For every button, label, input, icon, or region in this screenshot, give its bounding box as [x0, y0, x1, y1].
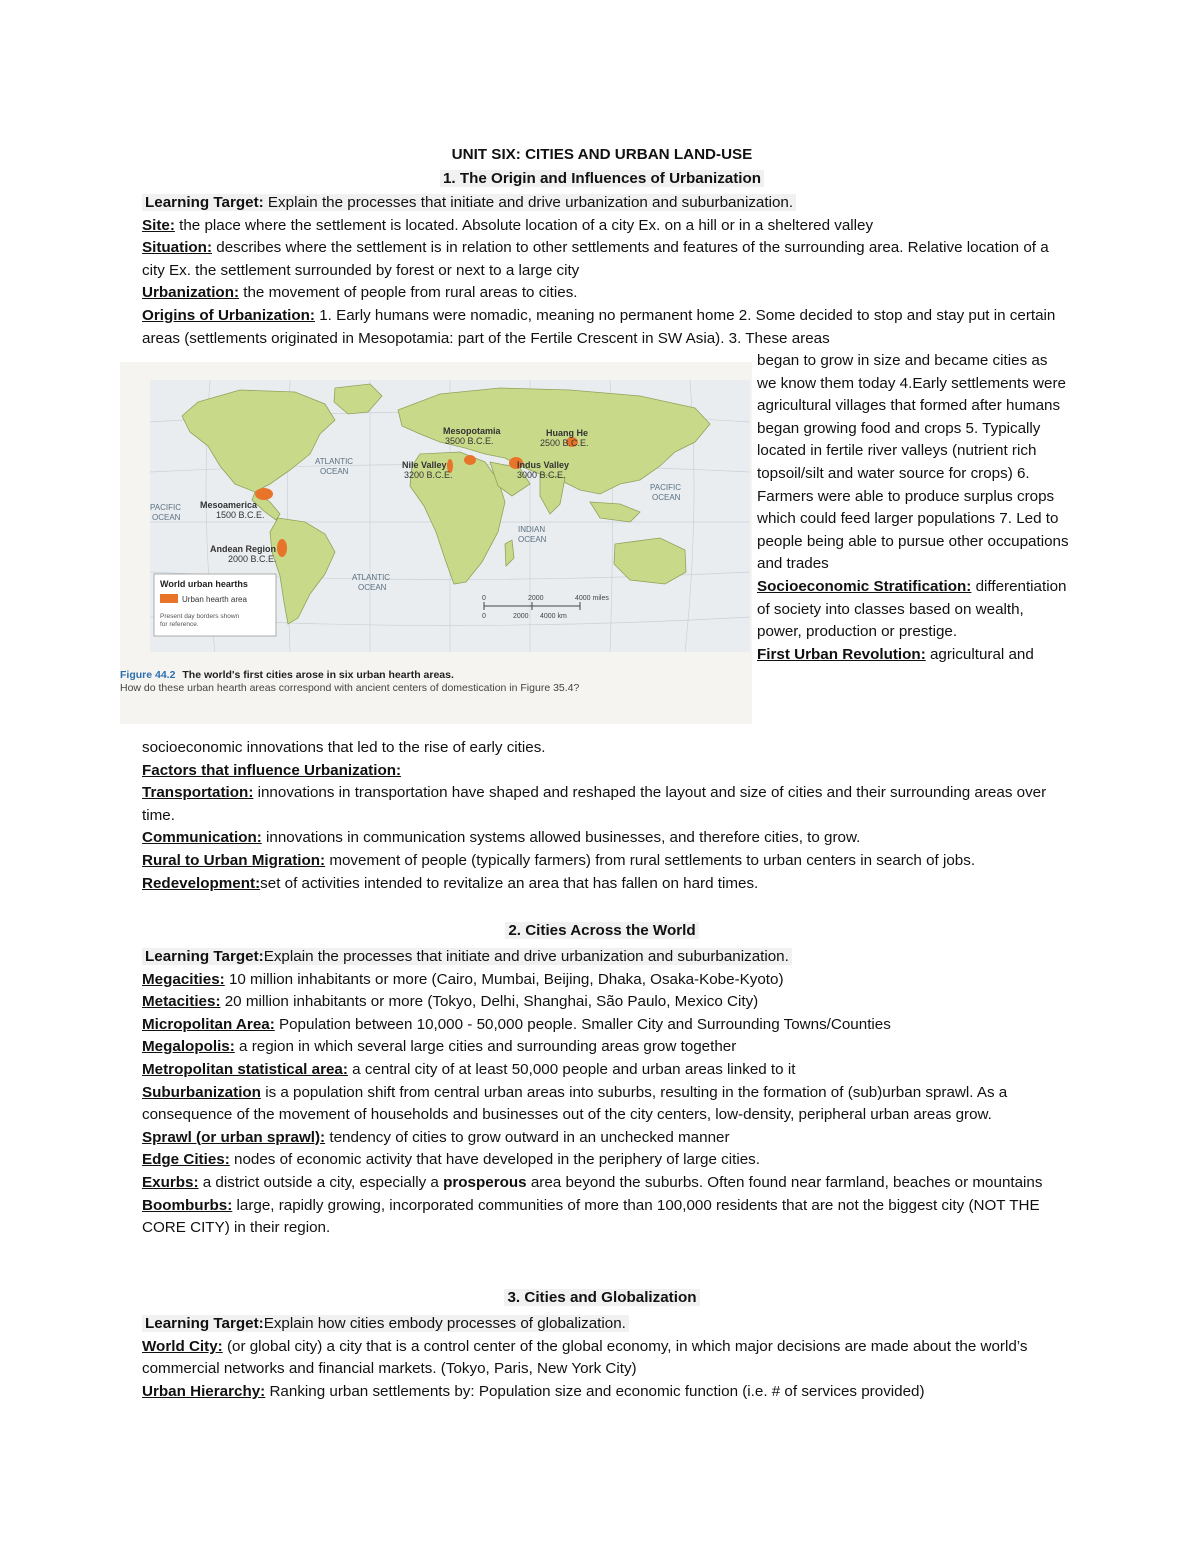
- def-origins-text: 1. Early humans were nomadic, meaning no permanent home 2. Some decided to stop and stay put in certain areas (settlements originated in Mesopotamia: part of the Fertile Crescent in SW Asia). 3. These areas: [142, 306, 1056, 347]
- label-nile-date: 3200 B.C.E.: [404, 470, 453, 480]
- scale-4000-km: 4000 km: [540, 613, 567, 620]
- def-first-urban-revolution-text: agricultural and: [925, 645, 1034, 663]
- hearth-mesopotamia: [464, 455, 476, 465]
- def-exurbs: [142, 1172, 1062, 1195]
- legend-note-2: for reference.: [160, 621, 199, 628]
- def-origins: [142, 305, 1062, 350]
- scale-zero-mi: 0: [482, 595, 486, 602]
- term-suburbanization: Suburbanization: [142, 1083, 261, 1101]
- figure-caption: [120, 669, 752, 721]
- term-megacities: Megacities:: [142, 970, 225, 988]
- section-2-heading-text: 2. Cities Across the World: [505, 922, 698, 939]
- caption-number: Figure 44.2: [120, 669, 176, 681]
- label-indian: INDIAN: [518, 525, 546, 534]
- term-boomburbs: Boomburbs:: [142, 1196, 233, 1214]
- def-boomburbs: [142, 1195, 1062, 1240]
- label-mesopotamia: Mesopotamia: [443, 426, 501, 436]
- label-pacific-east-ocean: OCEAN: [652, 493, 681, 502]
- label-atlantic-north: ATLANTIC: [315, 457, 354, 466]
- label-huang-he-date: 2500 B.C.E.: [540, 438, 589, 448]
- term-transportation: Transportation:: [142, 784, 254, 802]
- learning-target-1: [142, 192, 1062, 215]
- section-3-heading: [142, 1287, 1062, 1310]
- label-indus-date: 3000 B.C.E.: [517, 470, 566, 480]
- term-urban-hierarchy: Urban Hierarchy:: [142, 1382, 266, 1400]
- def-suburbanization-text: is a population shift from central urban areas into suburbs, resulting in the formation of (sub)urban sprawl. As a consequence of the movement of households and businesses out of the city centers, low-density, peripheral urban areas grow.: [142, 1083, 1008, 1124]
- def-megalopolis-text: a region in which several large cities and surrounding areas grow together: [234, 1038, 737, 1056]
- term-msa: Metropolitan statistical area:: [142, 1060, 348, 1078]
- term-exurbs: Exurbs:: [142, 1173, 199, 1191]
- def-site: [142, 215, 1062, 238]
- world-urban-hearths-figure: [120, 362, 752, 724]
- caption-question: How do these urban hearth areas correspond with ancient centers of domestication in Figure 35.4?: [120, 682, 580, 694]
- label-atlantic-south-ocean: OCEAN: [358, 583, 387, 592]
- def-transportation-text: innovations in transportation have shaped and reshaped the layout and size of cities and their surrounding areas over time.: [142, 784, 1047, 824]
- def-exurbs-text-1: a district outside a city, especially a: [198, 1173, 444, 1191]
- term-stratification: Socioeconomic Stratification:: [757, 577, 972, 595]
- def-situation: [142, 237, 1062, 282]
- def-micropolitan-text: Population between 10,000 - 50,000 people. Smaller City and Surrounding Towns/Counties: [274, 1015, 891, 1033]
- term-site: Site:: [142, 216, 175, 234]
- section-3-heading-text: 3. Cities and Globalization: [504, 1289, 699, 1306]
- def-megacities: [142, 969, 1062, 992]
- hearth-mesoamerica: [255, 488, 273, 500]
- legend-swatch: [160, 594, 178, 603]
- def-first-urban-revolution: [757, 644, 1069, 667]
- def-situation-text: describes where the settlement is in relation to other settlements and features of the surrounding area. Relative location of a city Ex. the settlement surrounded by forest or next to a large city: [142, 239, 1049, 279]
- term-communication: Communication:: [142, 829, 262, 847]
- label-pacific-west: PACIFIC: [150, 503, 181, 512]
- learning-target-2-term: Learning Target:: [145, 948, 264, 965]
- def-urbanization-text: the movement of people from rural areas to cities.: [239, 284, 578, 302]
- def-edge-cities: [142, 1149, 1062, 1172]
- def-migration: [142, 850, 1062, 873]
- term-metacities: Metacities:: [142, 993, 221, 1011]
- learning-target-3-term: Learning Target:: [145, 1315, 264, 1332]
- section-2-body: [142, 946, 1062, 1240]
- term-megalopolis: Megalopolis:: [142, 1038, 235, 1056]
- def-megalopolis: [142, 1036, 1062, 1059]
- term-situation: Situation:: [142, 239, 213, 257]
- def-communication-text: innovations in communication systems allowed businesses, and therefore cities, to grow.: [261, 829, 861, 847]
- label-pacific-west-ocean: OCEAN: [152, 513, 181, 522]
- def-site-text: the place where the settlement is located. Absolute location of a city Ex. on a hill or in a sheltered valley: [174, 216, 874, 234]
- def-exurbs-bold: prosperous: [443, 1173, 527, 1191]
- def-edge-cities-text: nodes of economic activity that have developed in the periphery of large cities.: [229, 1151, 760, 1169]
- document-title: UNIT SIX: CITIES AND URBAN LAND-USE: [451, 146, 753, 163]
- def-sprawl: [142, 1127, 1062, 1150]
- scale-2000-mi: 2000: [528, 595, 544, 602]
- def-msa: [142, 1059, 1062, 1082]
- def-urbanization: [142, 282, 1062, 305]
- def-megacities-text: 10 million inhabitants or more (Cairo, Mumbai, Beijing, Dhaka, Osaka-Kobe-Kyoto): [224, 970, 784, 988]
- learning-target-1-text: Explain the processes that initiate and drive urbanization and suburbanization.: [263, 194, 794, 211]
- factors-heading: [142, 760, 1062, 783]
- label-indian-ocean: OCEAN: [518, 535, 547, 544]
- label-pacific-east: PACIFIC: [650, 483, 681, 492]
- origins-continued: began to grow in size and became cities as we know them today 4.Early settlements were agricultural villages that formed after humans began growing food and crops 5. Typically located in fertile river valleys (nutrient rich topsoil/silt and water source for crops) 6. Farmers were able to produce surplus crops which could feed larger populations 7. Led to people being able to pursue other occupations and trades: [757, 352, 1069, 573]
- legend-note-1: Present day borders shown: [160, 613, 240, 620]
- scale-zero-km: 0: [482, 613, 486, 620]
- section-2-heading: [142, 920, 1062, 943]
- hearth-andean: [277, 539, 287, 557]
- learning-target-2: [142, 946, 1062, 969]
- def-exurbs-text-2: area beyond the suburbs. Often found near farmland, beaches or mountains: [526, 1173, 1043, 1191]
- def-redevelopment: [142, 873, 1062, 896]
- label-indus: Indus Valley: [517, 460, 570, 470]
- section-1-heading-text: 1. The Origin and Influences of Urbanization: [440, 170, 764, 187]
- learning-target-1-term: Learning Target:: [145, 194, 264, 211]
- label-atlantic-north-ocean: OCEAN: [320, 467, 349, 476]
- def-metacities-text: 20 million inhabitants or more (Tokyo, Delhi, Shanghai, São Paulo, Mexico City): [220, 993, 759, 1011]
- svg-text:Figure 44.2 The worl: [120, 669, 454, 681]
- map-legend: [154, 574, 276, 636]
- term-origins: Origins of Urbanization:: [142, 306, 315, 324]
- label-mesopotamia-date: 3500 B.C.E.: [445, 436, 494, 446]
- def-world-city-text: (or global city) a city that is a control center of the global economy, in which major decisions are made about the world’s commercial networks and financial markets. (Tokyo, Paris, New York City): [142, 1337, 1028, 1378]
- label-mesoamerica-date: 1500 B.C.E.: [216, 510, 265, 520]
- label-huang-he: Huang He: [546, 428, 589, 438]
- def-suburbanization: [142, 1082, 1062, 1127]
- learning-target-2-text: Explain the processes that initiate and drive urbanization and suburbanization.: [263, 948, 789, 965]
- term-edge-cities: Edge Cities:: [142, 1151, 230, 1169]
- legend-title: World urban hearths: [160, 579, 248, 589]
- legend-item: Urban hearth area: [182, 595, 247, 604]
- learning-target-3-text: Explain how cities embody processes of globalization.: [263, 1315, 626, 1332]
- label-andean-date: 2000 B.C.E.: [228, 554, 277, 564]
- def-transportation: [142, 782, 1062, 827]
- def-micropolitan: [142, 1014, 1062, 1037]
- section-1-body: [142, 192, 1062, 350]
- def-urban-hierarchy-text: Ranking urban settlements by: Population size and economic function (i.e. # of services provided): [265, 1382, 925, 1400]
- label-nile: Nile Valley: [402, 460, 447, 470]
- def-redevelopment-text: set of activities intended to revitalize an area that has fallen on hard times.: [260, 874, 759, 892]
- term-factors: Factors that influence Urbanization:: [142, 761, 402, 779]
- def-msa-text: a central city of at least 50,000 people and urban areas linked to it: [347, 1060, 796, 1078]
- term-micropolitan: Micropolitan Area:: [142, 1015, 275, 1033]
- learning-target-3: [142, 1313, 1062, 1336]
- scale-2000-km: 2000: [513, 613, 529, 620]
- def-stratification: [757, 576, 1069, 644]
- def-migration-text: movement of people (typically farmers) from rural settlements to urban centers in search of jobs.: [325, 851, 976, 869]
- term-sprawl: Sprawl (or urban sprawl):: [142, 1128, 326, 1146]
- section-3-body: [142, 1313, 1062, 1403]
- world-map: [120, 362, 752, 724]
- caption-title: The world's first cities arose in six urban hearth areas.: [182, 669, 454, 681]
- term-redevelopment: Redevelopment:: [142, 874, 261, 892]
- term-urbanization: Urbanization:: [142, 284, 240, 302]
- label-andean: Andean Region: [210, 544, 277, 554]
- label-mesoamerica: Mesoamerica: [200, 500, 258, 510]
- def-urban-hierarchy: [142, 1381, 1062, 1404]
- label-atlantic-south: ATLANTIC: [352, 573, 391, 582]
- def-stratification-text: differentiation of society into classes based on wealth, power, production or prestige.: [757, 577, 1067, 641]
- def-sprawl-text: tendency of cities to grow outward in an unchecked manner: [325, 1128, 730, 1146]
- def-metacities: [142, 991, 1062, 1014]
- scale-4000-mi: 4000 miles: [575, 595, 609, 602]
- def-communication: [142, 827, 1062, 850]
- term-first-urban-revolution: First Urban Revolution:: [757, 645, 926, 663]
- def-world-city: [142, 1336, 1062, 1381]
- term-world-city: World City:: [142, 1337, 223, 1355]
- first-urban-revolution-continued: socioeconomic innovations that led to the rise of early cities.: [142, 739, 546, 756]
- term-migration: Rural to Urban Migration:: [142, 851, 326, 869]
- section-1-lower: [142, 737, 1062, 895]
- side-column: [757, 350, 1069, 666]
- def-boomburbs-text: large, rapidly growing, incorporated communities of more than 100,000 residents that are not the biggest city (NOT THE CORE CITY) in their region.: [142, 1196, 1040, 1237]
- section-1-heading: [142, 168, 1062, 191]
